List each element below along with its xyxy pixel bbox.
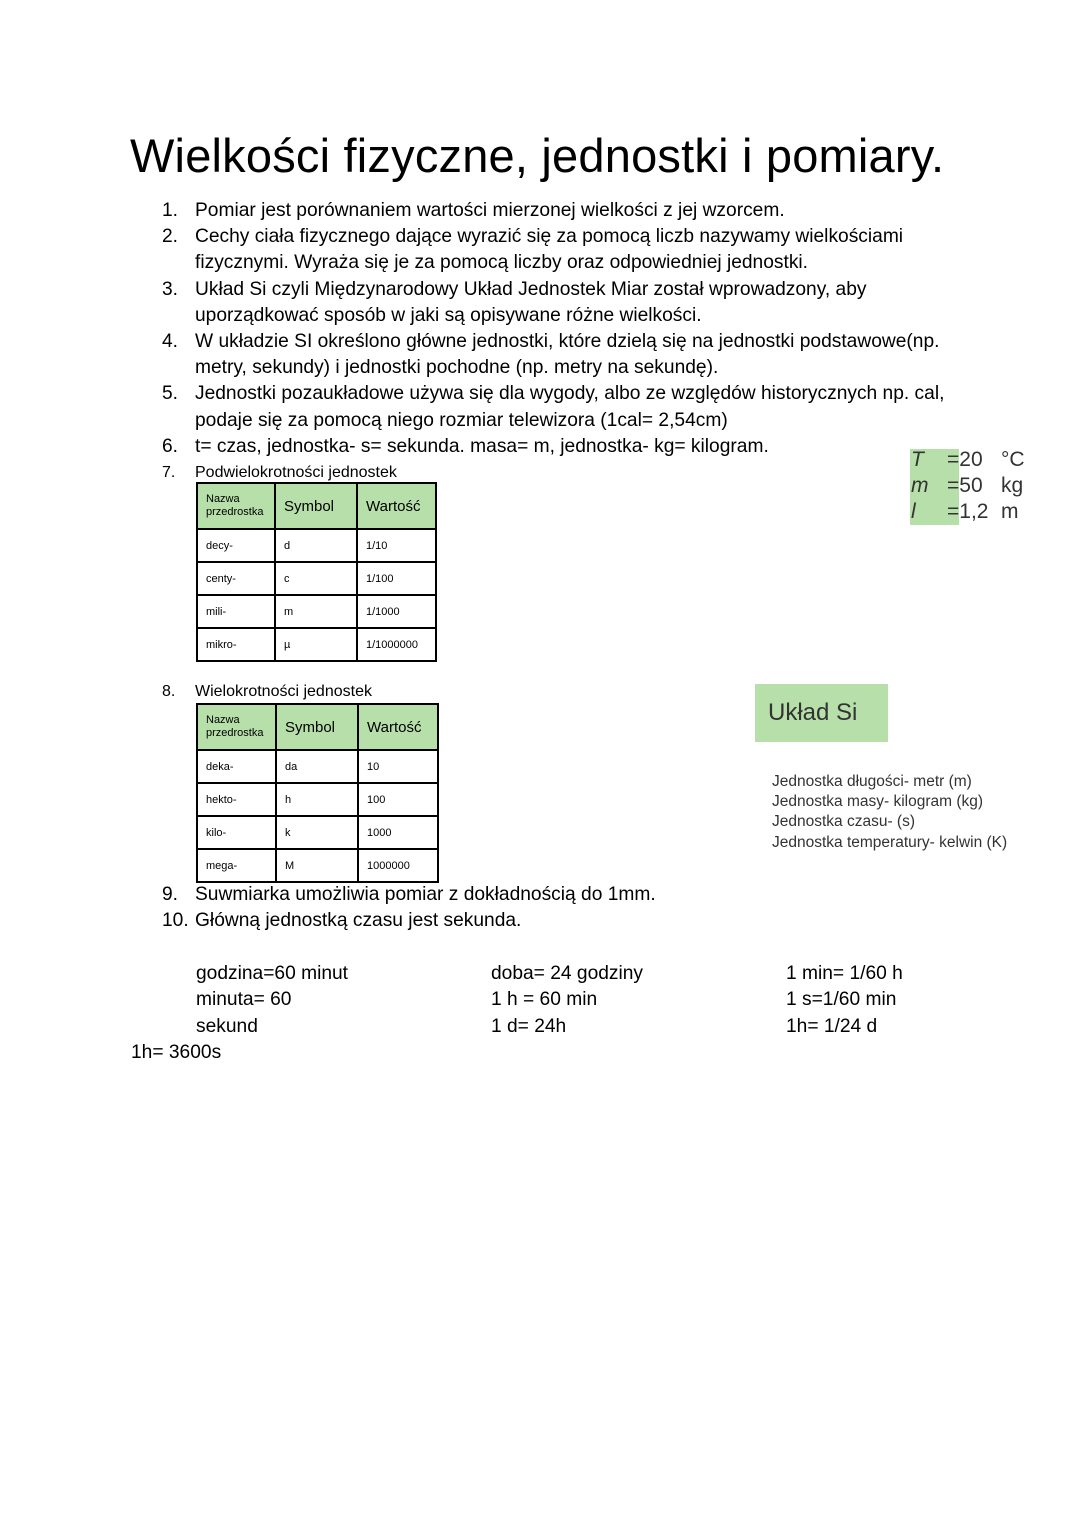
- time-line: 1 h = 60 min: [491, 989, 598, 1011]
- time-column-2: [491, 961, 643, 1040]
- list-item: Jednostka długości- metr (m): [772, 773, 972, 790]
- table-cell: centy-: [197, 562, 275, 595]
- table-cell: kilo-: [197, 816, 276, 849]
- table-cell: decy-: [197, 529, 275, 562]
- quantity-row: m =50 kg: [911, 474, 1024, 497]
- time-line: 1 min= 1/60 h: [786, 963, 903, 984]
- table-cell: 1/1000: [357, 595, 436, 628]
- table-cell: c: [275, 562, 357, 595]
- column-header: Nazwa przedrostka: [197, 704, 276, 750]
- list-item: 1. Pomiar jest porównaniem wartości mierzonej wielkości z jej wzorcem.: [162, 200, 785, 221]
- table-row: [197, 849, 438, 882]
- table-cell: M: [276, 849, 358, 882]
- table-row: [197, 595, 436, 628]
- table-cell: µ: [275, 628, 357, 661]
- column-header: Symbol: [276, 704, 358, 750]
- table-cell: 1000: [358, 816, 438, 849]
- definitions-list: [162, 198, 962, 486]
- time-line: 1h= 1/24 d: [786, 1015, 878, 1037]
- table-row: [197, 783, 438, 816]
- table-cell: m: [275, 595, 357, 628]
- final-list: [162, 882, 656, 934]
- table-cell: h: [276, 783, 358, 816]
- column-header: Wartość: [357, 483, 436, 529]
- list-item: 9. Suwmiarka umożliwia pomiar z dokładnością do 1mm.: [162, 884, 656, 905]
- table-row: [197, 628, 436, 661]
- si-label: Układ Si: [755, 684, 888, 742]
- column-header: Wartość: [358, 704, 438, 750]
- table-row: [197, 750, 438, 783]
- time-line: godzina=60 minut: [196, 963, 349, 984]
- list-item: 6. t= czas, jednostka- s= sekunda. masa= m, jednostka- kg= kilogram.: [162, 435, 769, 457]
- table-header-row: [197, 704, 438, 750]
- table-cell: 1/100: [357, 562, 436, 595]
- table-cell: 10: [358, 750, 438, 783]
- submultiples-table: [196, 482, 437, 662]
- si-units-list: [772, 772, 1007, 853]
- time-column-1: [196, 961, 348, 1040]
- table-cell: mili-: [197, 595, 275, 628]
- table-cell: 100: [358, 783, 438, 816]
- list-item: Jednostka temperatury- kelwin (K): [772, 833, 1008, 851]
- column-header: Symbol: [275, 483, 357, 529]
- table-cell: da: [276, 750, 358, 783]
- table-row: [197, 816, 438, 849]
- time-line: 1 d= 24h: [491, 1015, 567, 1037]
- column-header: Nazwa przedrostka: [197, 483, 275, 529]
- table-cell: mega-: [197, 849, 276, 882]
- quantity-row: T =20 °C: [911, 448, 1025, 471]
- list-item: Jednostka czasu- (s): [772, 813, 915, 831]
- list-item: Jednostka masy- kilogram (kg): [772, 793, 984, 811]
- list-item: 7. Podwielokrotności jednostek: [162, 464, 397, 482]
- time-footer: 1h= 3600s: [131, 1042, 222, 1063]
- quantity-row: l =1,2 m: [911, 500, 1019, 523]
- table-cell: d: [275, 529, 357, 562]
- table-cell: deka-: [197, 750, 276, 783]
- table-cell: 1/10: [357, 529, 436, 562]
- table-header-row: [197, 483, 436, 529]
- table-cell: hekto-: [197, 783, 276, 816]
- table-cell: mikro-: [197, 628, 275, 661]
- list-item: 5. Jednostki pozaukładowe używa się dla wygody, albo ze względów historycznych np. cal, podaje się za pomocą niego rozmiar telewizora (1cal= 2,54cm): [162, 383, 945, 431]
- time-line: sekund: [196, 1015, 258, 1037]
- multiples-table: [196, 703, 439, 883]
- table-cell: 1/1000000: [357, 628, 436, 661]
- time-line: 1 s=1/60 min: [786, 989, 897, 1011]
- list-item: 10. Główną jednostką czasu jest sekunda.: [162, 910, 522, 932]
- list-item: 2. Cechy ciała fizycznego dające wyrazić się za pomocą liczb nazywamy wielkościami fizycznymi. Wyraża się je za pomocą liczby oraz odpowiedniej jednostki.: [162, 226, 904, 274]
- table-row: [197, 562, 436, 595]
- table-cell: k: [276, 816, 358, 849]
- time-line: doba= 24 godziny: [491, 963, 644, 984]
- page-title: Wielkości fizyczne, jednostki i pomiary.: [130, 129, 945, 182]
- list-item: 8. Wielokrotności jednostek: [162, 683, 372, 700]
- table-row: [197, 529, 436, 562]
- list-item: 4. W układzie SI określono główne jednostki, które dzielą się na jednostki podstawowe(np. metry, sekundy) i jednostki pochodne (np. metry na sekundę).: [162, 331, 940, 379]
- table-cell: 1000000: [358, 849, 438, 882]
- time-line: minuta= 60: [196, 989, 292, 1011]
- list-item: 3. Układ Si czyli Międzynarodowy Układ Jednostek Miar został wprowadzony, aby uporządkować sposób w jaki są opisywane różne wielkości.: [162, 278, 867, 326]
- time-column-3: [786, 961, 903, 1040]
